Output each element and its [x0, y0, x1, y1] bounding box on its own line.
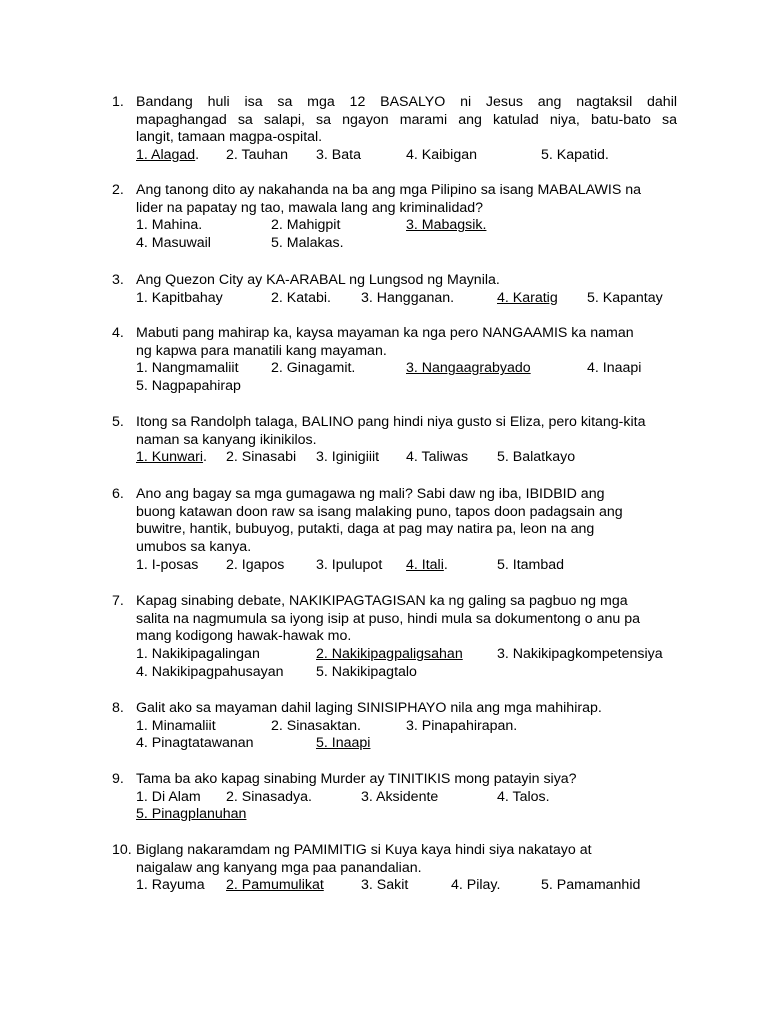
answer-option-label: 5. Malakas.	[271, 235, 344, 252]
answer-option-punctuation: .	[195, 147, 200, 164]
answer-option-label: 1. Nakikipagalingan	[136, 646, 260, 663]
answer-option	[271, 290, 331, 308]
question-text-line: umubos sa kanya.	[136, 539, 252, 556]
answer-option	[541, 147, 609, 165]
question-number: 5.	[112, 414, 124, 430]
question-text-line: naman sa kanyang ikinikilos.	[136, 431, 317, 448]
answer-option-label: 1. Minamaliit	[136, 717, 216, 734]
question-text-line: ng kapwa para manatili kang mayaman.	[136, 342, 387, 359]
answer-option	[497, 646, 663, 664]
answer-option-label: 3. Ipulupot	[316, 556, 383, 573]
answer-option-label: 1. Nangmamaliit	[136, 360, 239, 377]
question-text	[136, 414, 677, 449]
answer-option-label: 4. Taliwas	[406, 449, 469, 466]
answer-option	[497, 557, 564, 575]
answer-option-correct	[136, 449, 207, 467]
answer-option-label: 2. Mahigpit	[271, 217, 341, 234]
answer-option-label: 5. Inaapi	[316, 735, 371, 752]
answer-option	[587, 360, 641, 378]
answer-option	[406, 449, 468, 467]
question-number: 10.	[112, 842, 132, 858]
answer-option-correct	[406, 360, 531, 378]
answer-option	[541, 877, 640, 895]
question-number: 2.	[112, 182, 124, 198]
question-text-line: buwitre, hantik, bubuyog, putakti, daga at pag may natira pa, leon na ang	[136, 521, 595, 538]
answer-option-label: 5. Kapatid.	[541, 147, 609, 164]
question-text-line: Ang Quezon City ay KA-ARABAL ng Lungsod ng Maynila.	[136, 272, 500, 288]
answer-option	[361, 290, 454, 308]
question-number: 6.	[112, 486, 124, 502]
answer-option-label: 5. Balatkayo	[497, 449, 576, 466]
answer-option	[406, 147, 477, 165]
question-text-line: naigalaw ang kanyang mga paa panandalian.	[136, 859, 422, 876]
answer-option	[136, 360, 239, 378]
answer-option-correct	[497, 290, 558, 308]
answer-option	[226, 789, 312, 807]
question-text-line: buong katawan doon raw sa isang malaking puno, tapos doon padagsain ang	[136, 503, 623, 520]
question-text	[136, 94, 677, 147]
answer-option	[226, 147, 288, 165]
answer-option	[316, 557, 382, 575]
answer-option-label: 3. Iginigiiit	[316, 449, 380, 466]
answer-option-label: 2. Tauhan	[226, 147, 289, 164]
answer-option-label: 3. Pinapahirapan.	[406, 717, 518, 734]
answer-option	[136, 664, 284, 682]
answer-option	[136, 217, 202, 235]
answer-option-correct	[406, 217, 486, 235]
answer-option-label: 1. Mahina.	[136, 217, 203, 234]
answer-option-label: 1. Rayuma	[136, 877, 205, 894]
question-text-line: mapaghangad sa salapi, sa ngayon marami ang katulad niya, batu-bato sa	[136, 111, 677, 128]
question-text-line: Tama ba ako kapag sinabing Murder ay TINITIKIS mong patayin siya?	[136, 771, 577, 787]
answer-option-correct	[316, 646, 463, 664]
answer-option	[497, 789, 550, 807]
answer-option-label: 2. Nakikipagpaligsahan	[316, 646, 463, 663]
answer-option-label: 5. Nakikipagtalo	[316, 663, 417, 680]
answer-option-label: 4. Talos.	[497, 788, 550, 805]
answer-option-label: 5. Kapantay	[587, 289, 663, 306]
answer-option	[136, 789, 201, 807]
answer-option-label: 1. Alagad	[136, 147, 196, 164]
answer-option-label: 4. Pinagtatawanan	[136, 735, 254, 752]
question-number: 8.	[112, 700, 124, 716]
answer-option	[226, 557, 284, 575]
answer-option-label: 3. Nakikipagkompetensiya	[497, 646, 663, 663]
answer-option-label: 2. Sinasabi	[226, 449, 297, 466]
answer-option-label: 4. Karatig	[497, 289, 558, 306]
answer-option	[136, 877, 205, 895]
answer-option-label: 3. Bata	[316, 147, 361, 164]
answer-option-punctuation: .	[203, 449, 207, 466]
answer-option-label: 2. Sinasaktan.	[271, 717, 361, 734]
answer-option	[316, 147, 361, 165]
question-text	[136, 272, 677, 290]
answer-option	[136, 735, 254, 753]
answer-option	[406, 718, 517, 736]
answer-option-correct	[136, 147, 199, 165]
question-text-line: lider na papatay ng tao, mawala lang ang kriminalidad?	[136, 199, 484, 216]
answer-option	[136, 290, 223, 308]
answer-option-label: 3. Hangganan.	[361, 289, 455, 306]
question-text	[136, 325, 677, 360]
answer-option-label: 4. Kaibigan	[406, 147, 477, 164]
answer-option-label: 2. Sinasadya.	[226, 788, 312, 805]
answer-option-label: 2. Ginagamit.	[271, 360, 356, 377]
answer-option-label: 2. Katabi.	[271, 289, 331, 306]
answer-option-correct	[136, 806, 246, 824]
answer-option-label: 2. Pamumulikat	[226, 877, 324, 894]
answer-option	[451, 877, 500, 895]
answer-option-correct	[226, 877, 324, 895]
answer-option-label: 5. Itambad	[497, 556, 565, 573]
answer-option-label: 2. Igapos	[226, 556, 285, 573]
answer-option	[316, 664, 417, 682]
answer-option	[136, 718, 216, 736]
question-number: 3.	[112, 272, 124, 288]
answer-option	[316, 449, 379, 467]
answer-option	[136, 646, 260, 664]
question-text-line: Biglang nakaramdam ng PAMIMITIG si Kuya kaya hindi siya nakatayo at	[136, 842, 592, 858]
question-text	[136, 182, 677, 217]
answer-option	[271, 718, 361, 736]
answer-option-label: 4. Itali	[406, 556, 444, 573]
answer-option-label: 1. Kunwari	[136, 449, 204, 466]
question-text	[136, 700, 677, 718]
answer-option	[271, 360, 355, 378]
answer-option-correct	[406, 557, 448, 575]
answer-option-label: 4. Nakikipagpahusayan	[136, 663, 284, 680]
answer-option	[361, 789, 438, 807]
answer-option-label: 4. Inaapi	[587, 360, 642, 377]
answer-option	[136, 378, 241, 396]
answer-option-label: 4. Pilay.	[451, 877, 501, 894]
answer-option-label: 3. Aksidente	[361, 788, 439, 805]
answer-option-label: 3. Sakit	[361, 877, 409, 894]
answer-option	[361, 877, 408, 895]
question-text	[136, 486, 677, 557]
answer-option-label: 5. Pinagplanuhan	[136, 806, 247, 823]
answer-option-label: 3. Nangaagrabyado	[406, 360, 531, 377]
question-text	[136, 842, 677, 877]
answer-option-correct	[316, 735, 370, 753]
answer-option	[497, 449, 575, 467]
question-text	[136, 771, 677, 789]
answer-option-label: 3. Mabagsik.	[406, 217, 487, 234]
answer-option	[271, 217, 340, 235]
question-number: 7.	[112, 593, 124, 609]
answer-option	[136, 235, 211, 253]
question-text-line: Bandang huli isa sa mga 12 BASALYO ni Jesus ang nagtaksil dahil	[136, 94, 677, 110]
answer-option	[226, 449, 296, 467]
answer-option-label: 1. Di Alam	[136, 788, 201, 805]
question-text-line: Itong sa Randolph talaga, BALINO pang hindi niya gusto si Eliza, pero kitang-kita	[136, 414, 646, 430]
answer-option-label: 5. Nagpapahirap	[136, 378, 241, 395]
answer-option	[136, 557, 198, 575]
question-number: 1.	[112, 94, 124, 110]
question-text-line: Ano ang bagay sa mga gumagawa ng mali? Sabi daw ng iba, IBIDBID ang	[136, 486, 605, 502]
question-text-line: Ang tanong dito ay nakahanda na ba ang mga Pilipino sa isang MABALAWIS na	[136, 182, 642, 198]
answer-option-punctuation: .	[443, 556, 448, 573]
answer-option	[587, 290, 663, 308]
question-text-line: Galit ako sa mayaman dahil laging SINISIPHAYO nila ang mga mahihirap.	[136, 700, 602, 716]
answer-option	[271, 235, 344, 253]
question-text-line: salita na nagmumula sa iyong isip at puso, hindi mula sa dokumentong o anu pa	[136, 610, 640, 627]
answer-option-label: 1. I-posas	[136, 556, 199, 573]
question-number: 9.	[112, 771, 124, 787]
answer-option-label: 4. Masuwail	[136, 235, 211, 252]
question-text-line: Kapag sinabing debate, NAKIKIPAGTAGISAN ka ng galing sa pagbuo ng mga	[136, 593, 628, 609]
answer-option-label: 5. Pamamanhid	[541, 877, 641, 894]
question-text-line: mang kodigong hawak-hawak mo.	[136, 628, 352, 645]
question-text	[136, 593, 677, 646]
question-number: 4.	[112, 325, 124, 341]
question-text-line: langit, tamaan magpa-ospital.	[136, 129, 323, 146]
answer-option-label: 1. Kapitbahay	[136, 289, 223, 306]
question-text-line: Mabuti pang mahirap ka, kaysa mayaman ka nga pero NANGAAMIS ka naman	[136, 325, 634, 341]
